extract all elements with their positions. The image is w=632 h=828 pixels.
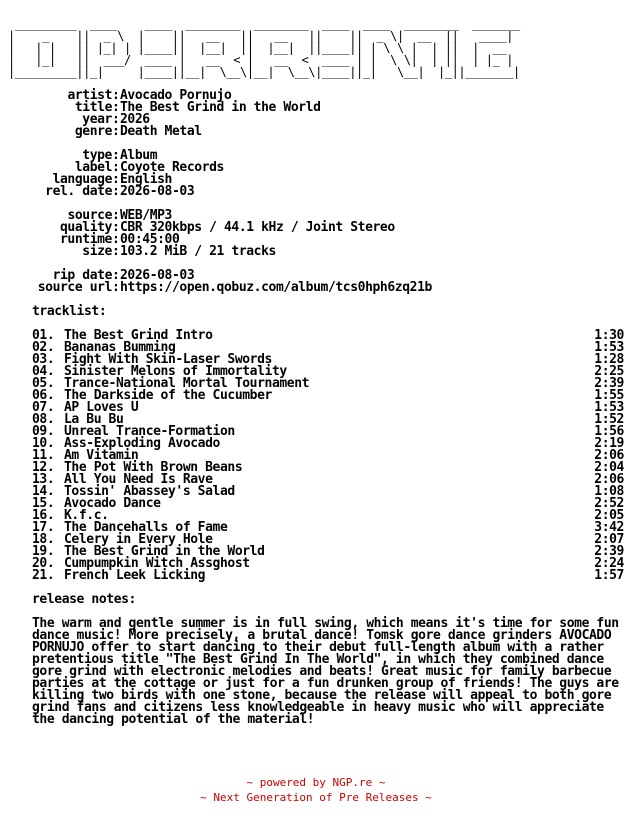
track-num: 12.: [32, 460, 55, 475]
track-dur: 1:52: [594, 412, 624, 427]
info-colon: :: [112, 148, 120, 163]
track-dur: 1:53: [594, 400, 624, 415]
track-dur: 2:24: [594, 556, 624, 571]
info-key: title: [74, 100, 112, 115]
track-title: Fight With Skin-Laser Swords: [64, 352, 272, 367]
info-colon: :: [112, 280, 120, 295]
info-colon: :: [112, 184, 120, 199]
info-colon: :: [112, 88, 120, 103]
track-title: The Darkside of the Cucumber: [64, 388, 272, 403]
track-dur: 2:07: [594, 532, 624, 547]
track-row: [8, 570, 624, 582]
info-value: Avocado Pornujo: [120, 88, 232, 103]
info-block-label: [8, 150, 624, 198]
track-title: Unreal Trance-Formation: [64, 424, 235, 439]
track-title: The Pot With Brown Beans: [64, 460, 243, 475]
track-title: French Leek Licking: [64, 568, 206, 583]
footer-powered-by: ~ powered by NGP.re ~: [246, 776, 386, 789]
info-value: Death Metal: [120, 124, 202, 139]
track-title: Celery in Every Hole: [64, 532, 213, 547]
track-num: 15.: [32, 496, 55, 511]
info-colon: :: [112, 112, 120, 127]
info-value: English: [120, 172, 172, 187]
track-title: Sinister Melons of Immortality: [64, 364, 287, 379]
info-colon: :: [112, 160, 120, 175]
release-notes-text: The warm and gentle summer is in full swing, which means it's time for some fun dance music! More precisely, a brutal dance! Tomsk gore dance grinders AVOCADO PORNUJO offer to start dancing to their debut full-length album with a rather pretentious title "The Best Grind In The World", in which they combined dance gore grind with electronic melodies and beats! Great music for family barbecue parties at the cottage or just for a fun drunken group of friends! The guys are killing two birds with one stone, because the release will appeal to both gore grind fans and citizens less knowledgeable in heavy music who will appreciate the dancing potential of the material!: [32, 616, 619, 727]
track-num: 04.: [32, 364, 55, 379]
track-title: The Best Grind in the World: [64, 544, 265, 559]
track-num: 01.: [32, 328, 55, 343]
tracklist-heading: tracklist:: [32, 304, 107, 319]
tracklist: [8, 330, 624, 582]
track-num: 18.: [32, 532, 55, 547]
track-title: K.f.c.: [64, 508, 109, 523]
info-block-rip: [8, 270, 624, 294]
track-title: Am Vitamin: [64, 448, 139, 463]
info-colon: :: [112, 124, 120, 139]
track-num: 03.: [32, 352, 55, 367]
info-key: label: [74, 160, 112, 175]
track-num: 05.: [32, 376, 55, 391]
track-dur: 1:57: [594, 568, 624, 583]
info-key: rip date: [52, 268, 112, 283]
track-title: Avocado Dance: [64, 496, 161, 511]
info-key: size: [82, 244, 112, 259]
track-dur: 2:05: [594, 508, 624, 523]
track-title: The Best Grind Intro: [64, 328, 213, 343]
info-colon: :: [112, 232, 120, 247]
track-dur: 2:04: [594, 460, 624, 475]
info-value: 103.2 MiB / 21 tracks: [120, 244, 276, 259]
track-dur: 1:30: [594, 328, 624, 343]
info-key: year: [82, 112, 112, 127]
info-key: language: [52, 172, 112, 187]
track-dur: 1:28: [594, 352, 624, 367]
track-dur: 2:39: [594, 376, 624, 391]
track-num: 02.: [32, 340, 55, 355]
info-key: artist: [67, 88, 112, 103]
info-block-source: [8, 210, 624, 258]
info-value: CBR 320kbps / 44.1 kHz / Joint Stereo: [120, 220, 395, 235]
info-key: runtime: [60, 232, 112, 247]
info-value: 2026-08-03: [120, 268, 195, 283]
track-dur: 3:42: [594, 520, 624, 535]
info-value: The Best Grind in the World: [120, 100, 321, 115]
info-value: https://open.qobuz.com/album/tcs0hph6zq21b: [120, 280, 432, 295]
info-key: source url: [37, 280, 112, 295]
info-colon: :: [112, 100, 120, 115]
track-num: 19.: [32, 544, 55, 559]
info-key: rel. date: [45, 184, 112, 199]
nfo-document: [8, 18, 624, 726]
track-dur: 1:08: [594, 484, 624, 499]
track-title: Cumpumpkin Witch Assghost: [64, 556, 250, 571]
info-colon: :: [112, 208, 120, 223]
track-dur: 2:06: [594, 472, 624, 487]
track-title: AP Loves U: [64, 400, 139, 415]
track-dur: 2:25: [594, 364, 624, 379]
track-num: 11.: [32, 448, 55, 463]
track-title: Tossin' Abassey's Salad: [64, 484, 235, 499]
footer-tagline: ~ Next Generation of Pre Releases ~: [200, 791, 432, 804]
track-num: 21.: [32, 568, 55, 583]
track-dur: 2:39: [594, 544, 624, 559]
info-value: 00:45:00: [120, 232, 180, 247]
track-num: 06.: [32, 388, 55, 403]
track-title: Trance-National Mortal Tournament: [64, 376, 310, 391]
track-title: La Bu Bu: [64, 412, 124, 427]
track-num: 09.: [32, 424, 55, 439]
info-colon: :: [112, 268, 120, 283]
track-num: 17.: [32, 520, 55, 535]
release-notes-heading: release notes:: [32, 592, 136, 607]
info-value: Album: [120, 148, 158, 163]
track-num: 08.: [32, 412, 55, 427]
info-key: type: [82, 148, 112, 163]
track-title: All You Need Is Rave: [64, 472, 213, 487]
ascii-logo-banner: _________ ____ ____ ________ ________ ____ ____ ________ _______ | _ || _ \ | || __ || __ || || _ \| __ || ____| | | | || |_| | |____|| |__| || |__| ||____|| | \ \ | | || | __ | |_| || ___/ ____ | __ < | __ < ____ | | \ \| | || | |_ | |_________||_| |____||__| \__\|__| \__\|____||_| \__| |_||_______|: [8, 18, 520, 79]
info-row: [8, 282, 624, 294]
info-key: genre: [74, 124, 112, 139]
track-dur: 2:52: [594, 496, 624, 511]
info-key: source: [67, 208, 112, 223]
info-key: quality: [60, 220, 112, 235]
info-value: WEB/MP3: [120, 208, 172, 223]
track-dur: 1:53: [594, 340, 624, 355]
info-colon: :: [112, 244, 120, 259]
track-dur: 1:56: [594, 424, 624, 439]
info-row: [8, 186, 624, 198]
info-colon: :: [112, 172, 120, 187]
track-num: 14.: [32, 484, 55, 499]
info-value: 2026: [120, 112, 150, 127]
info-value: 2026-08-03: [120, 184, 195, 199]
info-row: [8, 246, 624, 258]
track-title: Bananas Bumming: [64, 340, 176, 355]
track-num: 10.: [32, 436, 55, 451]
track-num: 13.: [32, 472, 55, 487]
track-dur: 2:06: [594, 448, 624, 463]
track-dur: 2:19: [594, 436, 624, 451]
info-block-release: [8, 90, 624, 138]
info-colon: :: [112, 220, 120, 235]
track-num: 07.: [32, 400, 55, 415]
track-title: Ass-Exploding Avocado: [64, 436, 220, 451]
track-dur: 1:55: [594, 388, 624, 403]
track-num: 20.: [32, 556, 55, 571]
track-title: The Dancehalls of Fame: [64, 520, 228, 535]
track-num: 16.: [32, 508, 55, 523]
info-row: [8, 126, 624, 138]
info-value: Coyote Records: [120, 160, 224, 175]
